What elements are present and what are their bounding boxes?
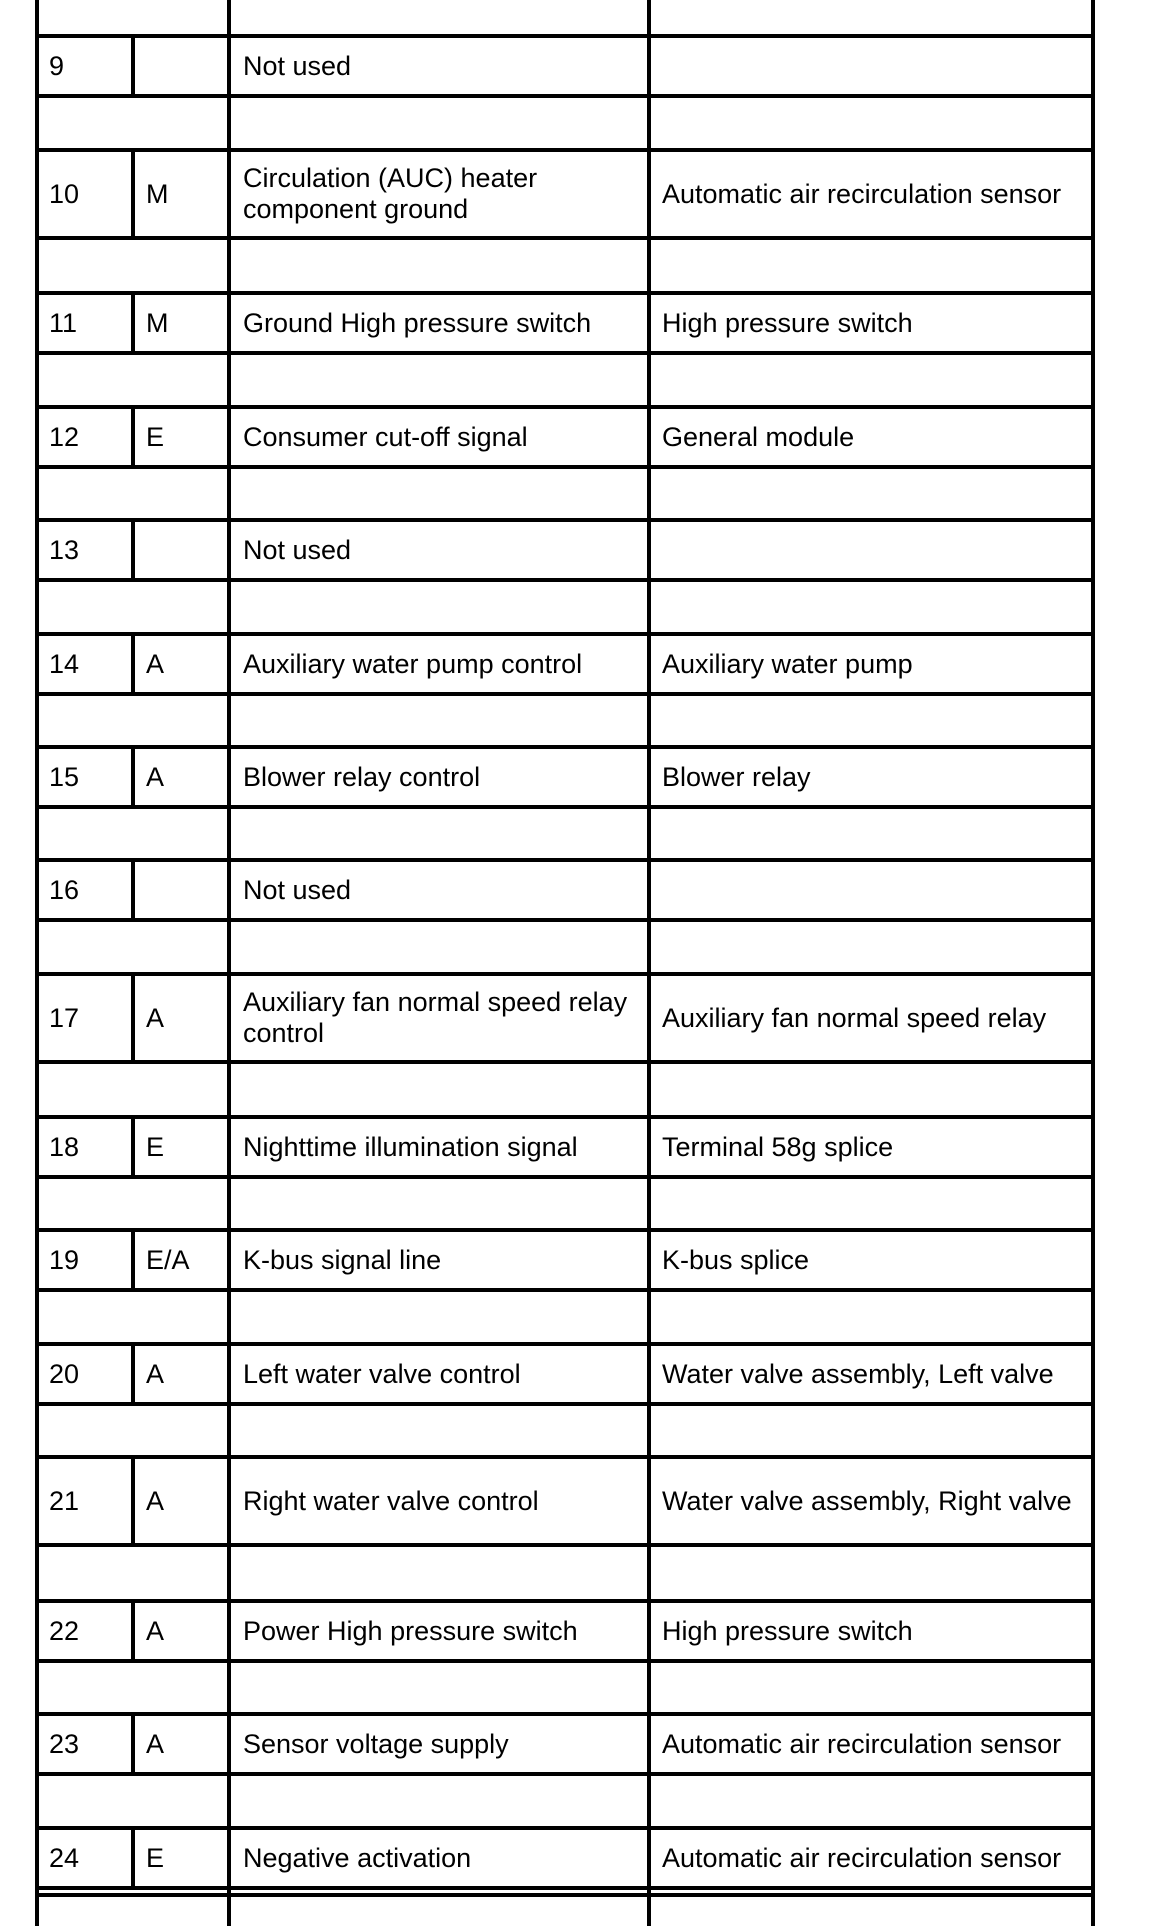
connected-to-cell: High pressure switch xyxy=(662,1615,913,1646)
pin-type-cell: A xyxy=(146,1728,165,1759)
description-cell: Sensor voltage supply xyxy=(243,1728,509,1759)
row-divider xyxy=(35,692,1095,696)
pin-type-cell xyxy=(146,862,224,918)
description-cell: Consumer cut-off signal xyxy=(243,421,528,452)
pin-number-cell: 13 xyxy=(49,534,80,565)
connected-to-cell xyxy=(662,38,1090,94)
pin-type-cell: E xyxy=(146,1131,165,1162)
description-cell: Circulation (AUC) heater component ground xyxy=(243,163,538,224)
row-divider xyxy=(35,1659,1095,1663)
row-divider xyxy=(35,351,1095,355)
grid-line xyxy=(131,148,135,240)
description-cell: Nighttime illumination signal xyxy=(243,1131,578,1162)
pin-type-cell: E xyxy=(146,1842,165,1873)
grid-line xyxy=(35,0,39,1926)
grid-line xyxy=(131,972,135,1064)
grid-line xyxy=(131,1342,135,1406)
description-cell: Power High pressure switch xyxy=(243,1615,578,1646)
row-divider xyxy=(35,1893,1095,1897)
connected-to-cell: Automatic air recirculation sensor xyxy=(662,1842,1062,1873)
pin-type-cell xyxy=(146,38,224,94)
pin-number-cell: 15 xyxy=(49,761,80,792)
pin-number-cell: 24 xyxy=(49,1842,80,1873)
grid-line xyxy=(131,405,135,469)
grid-line xyxy=(131,518,135,582)
row-divider xyxy=(35,1543,1095,1547)
pin-type-cell: A xyxy=(146,1358,165,1389)
row-divider xyxy=(35,1402,1095,1406)
row-divider xyxy=(35,918,1095,922)
pin-number-cell: 22 xyxy=(49,1615,80,1646)
description-cell: Negative activation xyxy=(243,1842,472,1873)
pin-number-cell: 20 xyxy=(49,1358,80,1389)
grid-line xyxy=(131,34,135,98)
row-divider xyxy=(35,1175,1095,1179)
pin-number-cell: 14 xyxy=(49,648,80,679)
grid-line xyxy=(131,1712,135,1776)
pin-number-cell: 16 xyxy=(49,874,80,905)
connected-to-cell: High pressure switch xyxy=(662,307,913,338)
row-divider xyxy=(35,578,1095,582)
description-cell: Right water valve control xyxy=(243,1485,539,1516)
pin-number-cell: 10 xyxy=(49,178,80,209)
description-cell: K-bus signal line xyxy=(243,1244,442,1275)
description-cell: Not used xyxy=(243,874,352,905)
connected-to-cell: Automatic air recirculation sensor xyxy=(662,1728,1062,1759)
pin-type-cell xyxy=(146,522,224,578)
grid-line xyxy=(131,1228,135,1292)
row-divider xyxy=(35,805,1095,809)
description-cell: Left water valve control xyxy=(243,1358,521,1389)
connected-to-cell: Water valve assembly, Right valve xyxy=(662,1485,1072,1516)
pin-type-cell: E/A xyxy=(146,1244,190,1275)
pin-number-cell: 11 xyxy=(49,307,78,338)
pin-type-cell: A xyxy=(146,1485,165,1516)
connected-to-cell: Automatic air recirculation sensor xyxy=(662,178,1062,209)
grid-line xyxy=(1091,0,1095,1926)
connected-to-cell: Terminal 58g splice xyxy=(662,1131,894,1162)
pin-type-cell: M xyxy=(146,307,169,338)
grid-line xyxy=(227,0,231,1926)
pin-number-cell: 12 xyxy=(49,421,80,452)
pin-number-cell: 17 xyxy=(49,1002,80,1033)
grid-line xyxy=(131,1455,135,1547)
pin-number-cell: 23 xyxy=(49,1728,80,1759)
description-cell: Blower relay control xyxy=(243,761,481,792)
grid-line xyxy=(131,858,135,922)
row-divider xyxy=(35,1060,1095,1064)
connected-to-cell xyxy=(662,862,1090,918)
pin-type-cell: M xyxy=(146,178,169,209)
pin-number-cell: 9 xyxy=(49,50,65,81)
connected-to-cell xyxy=(662,522,1090,578)
grid-line xyxy=(131,632,135,696)
grid-line xyxy=(131,1599,135,1663)
row-divider xyxy=(35,1886,1095,1890)
grid-line xyxy=(131,745,135,809)
connected-to-cell: Blower relay xyxy=(662,761,811,792)
grid-line xyxy=(131,1115,135,1179)
description-cell: Auxiliary water pump control xyxy=(243,648,583,679)
grid-line xyxy=(131,1826,135,1890)
connected-to-cell: Auxiliary fan normal speed relay xyxy=(662,1002,1047,1033)
description-cell: Ground High pressure switch xyxy=(243,307,592,338)
description-cell: Not used xyxy=(243,50,352,81)
description-cell: Not used xyxy=(243,534,352,565)
row-divider xyxy=(35,236,1095,240)
row-divider xyxy=(35,465,1095,469)
connected-to-cell: Auxiliary water pump xyxy=(662,648,913,679)
pin-type-cell: A xyxy=(146,761,165,792)
pin-type-cell: A xyxy=(146,1615,165,1646)
description-cell: Auxiliary fan normal speed relay control xyxy=(243,987,628,1048)
pin-type-cell: A xyxy=(146,1002,165,1033)
pin-number-cell: 18 xyxy=(49,1131,80,1162)
row-divider xyxy=(35,1772,1095,1776)
pin-type-cell: A xyxy=(146,648,165,679)
connected-to-cell: Water valve assembly, Left valve xyxy=(662,1358,1054,1389)
row-divider xyxy=(35,1288,1095,1292)
pin-number-cell: 21 xyxy=(49,1485,80,1516)
pin-type-cell: E xyxy=(146,421,165,452)
connected-to-cell: General module xyxy=(662,421,855,452)
pin-number-cell: 19 xyxy=(49,1244,80,1275)
grid-line xyxy=(647,0,651,1926)
connected-to-cell: K-bus splice xyxy=(662,1244,810,1275)
row-divider xyxy=(35,94,1095,98)
grid-line xyxy=(131,291,135,355)
